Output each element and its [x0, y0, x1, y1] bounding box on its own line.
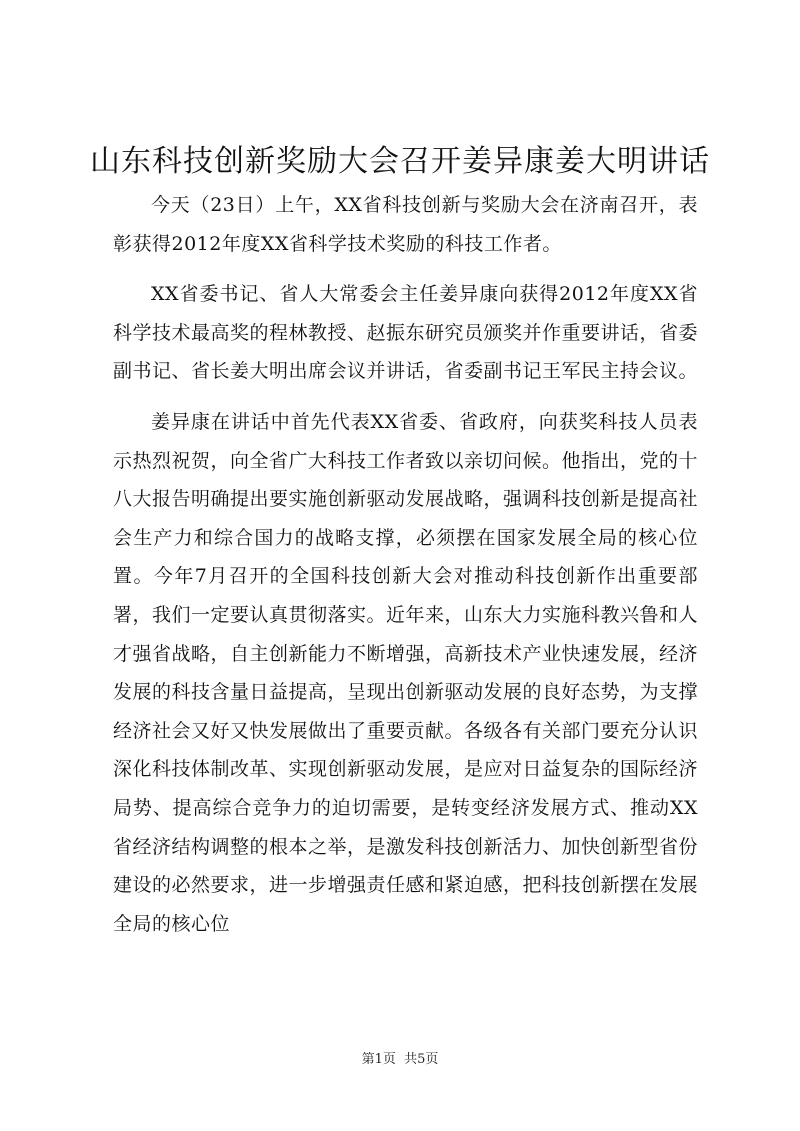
paragraph-3: 姜异康在讲话中首先代表XX省委、省政府，向获奖科技人员表示热烈祝贺，向全省广大科技工作者致以亲切问候。他指出，党的十八大报告明确提出要实施创新驱动发展战略，强调科技创新是提高社会生产力和综合国力的战略支撑，必须摆在国家发展全局的核心位置。今年7月召开的全国科技创新大会对推动科技创新作出重要部署，我们一定要认真贯彻落实。近年来，山东大力实施科教兴鲁和人才强省战略，自主创新能力不断增强，高新技术产业快速发展，经济发展的科技含量日益提高，呈现出创新驱动发展的良好态势，为支撑经济社会又好又快发展做出了重要贡献。各级各有关部门要充分认识深化科技体制改革、实现创新驱动发展，是应对日益复杂的国际经济局势、提高综合竞争力的迫切需要，是转变经济发展方式、推动XX省经济结构调整的根本之举，是激发科技创新活力、加快创新型省份建设的必然要求，进一步增强责任感和紧迫感，把科技创新摆在发展全局的核心位: [113, 410, 699, 935]
page-number: 第1页: [361, 1052, 396, 1067]
paragraph-2: XX省委书记、省人大常委会主任姜异康向获得2012年度XX省科学技术最高奖的程林教授、赵振东研究员颁奖并作重要讲话，省委副书记、省长姜大明出席会议并讲话，省委副书记王军民主持会议。: [113, 283, 699, 383]
page-total: 共5页: [404, 1052, 439, 1067]
document-title: 山东科技创新奖励大会召开姜异康姜大明讲话: [90, 144, 710, 179]
page-footer: [0, 1050, 800, 1070]
document-body: [113, 186, 698, 943]
paragraph-1: 今天（23日）上午，XX省科技创新与奖励大会在济南召开，表彰获得2012年度XX省科学技术奖励的科技工作者。: [113, 194, 698, 255]
